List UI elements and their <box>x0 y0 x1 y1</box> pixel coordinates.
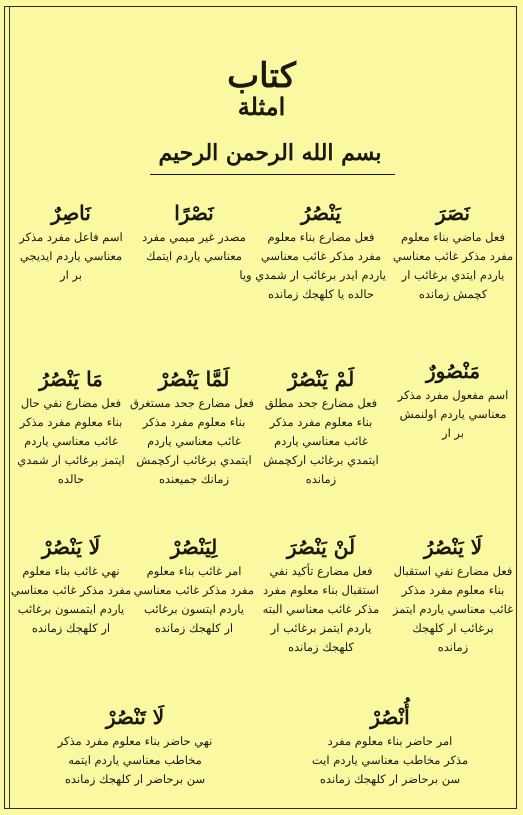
cell-heading: لَمَّا يَنْصُرْ <box>158 367 230 391</box>
cell-line: بناء معلوم مفرد مذكر <box>142 415 246 429</box>
cell-line: ايتمدي برغائب اركچمش <box>136 453 252 467</box>
cell-line: سن برحاضر ار كلهجك زمانده <box>64 772 206 786</box>
cell-line: اسم مفعول مفرد مذكر <box>397 388 509 402</box>
example-cell-8 <box>10 364 132 489</box>
cell-heading: نَصَرَ <box>436 201 470 225</box>
cell-line: ياردم ايتمز برغائب ار <box>270 621 372 635</box>
cell-line: فعل مضارع نفي استقبال <box>393 564 513 578</box>
cell-line: زمانده <box>305 472 337 486</box>
page-subtitle: امثلة <box>237 92 286 121</box>
example-cell-2 <box>239 198 386 304</box>
cell-line: مذكر مخاطب معناسي ياردم ايت <box>311 753 469 767</box>
cell-line: مفرد مذكر غائب معناسي <box>392 249 514 263</box>
cell-line: كلهجك زمانده <box>288 640 354 654</box>
basmala-heading: بسم الله الرحمن الرحيم <box>158 140 382 166</box>
page-title: كتاب <box>227 56 296 96</box>
example-cell-13 <box>262 702 518 789</box>
cell-line: ار كلهجك زمانده <box>154 621 234 635</box>
cell-line: ايتمز برغائب ار شمدي <box>17 453 125 467</box>
cell-heading: لَا يَنْصُرُ <box>423 535 483 559</box>
example-cell-9 <box>388 532 518 657</box>
cell-line: فعل ماضي بناء معلوم <box>401 230 505 244</box>
cell-line: معناسي ياردم ايتمك <box>146 249 242 263</box>
cell-heading: لِيَنْصُرْ <box>170 535 218 559</box>
cell-line: غائب معناسي ياردم <box>274 434 368 448</box>
cell-line: معناسي ياردم ايديجي <box>19 249 123 263</box>
cell-line: بناء معلوم مفرد مذكر <box>19 415 123 429</box>
cell-line: مذكر غائب معناسي البته <box>262 602 380 616</box>
example-cell-14 <box>10 702 260 789</box>
cell-line: نهي حاضر بناء معلوم مفرد مذكر <box>57 734 213 748</box>
cell-line: فعل مضارع تأكيد نفي <box>269 564 373 578</box>
example-cell-4 <box>10 198 132 285</box>
example-cell-6 <box>256 364 386 489</box>
cell-heading: يَنْصُرُ <box>301 201 341 225</box>
cell-line: استقبال بناء معلوم مفرد <box>262 583 380 597</box>
example-cell-10 <box>256 532 386 657</box>
cell-line: بر ار <box>442 426 464 440</box>
cell-line: مفرد مذكر غائب معناسي <box>133 583 254 597</box>
cell-line: نهي غائب بناء معلوم <box>22 564 120 578</box>
cell-line: ياردم ايتسون برغائب <box>144 602 244 616</box>
cell-line: غائب معناسي ياردم ايتمز <box>392 602 514 616</box>
cell-line: بناء معلوم مفرد مذكر <box>269 415 373 429</box>
cell-heading: نَاصِرٌ <box>51 201 91 225</box>
cell-line: كچمش زمانده <box>418 287 488 301</box>
example-cell-12 <box>10 532 132 638</box>
cell-line: برغائب ار كلهجك <box>412 621 494 635</box>
example-cell-11 <box>134 532 254 638</box>
cell-line: مخاطب معناسي ياردم ايتمه <box>68 753 202 767</box>
cell-line: مفرد مذكر غائب معناسي <box>10 583 132 597</box>
cell-line: بر ار <box>60 268 82 282</box>
cell-line: فعل مضارع نفي حال <box>20 396 122 410</box>
cell-line: ياردم ايتمسون برغائب <box>17 602 125 616</box>
cell-heading: لَا يَنْصُرْ <box>41 535 101 559</box>
cell-line: زمانده <box>437 640 469 654</box>
cell-line: امر حاضر بناء معلوم مفرد <box>327 734 453 748</box>
cell-line: غائب معناسي ياردم <box>147 434 241 448</box>
cell-heading: لَا تَنْصُرْ <box>105 705 165 729</box>
cell-heading: مَنْصُورٌ <box>425 359 481 383</box>
cell-heading: أُنْصُرْ <box>370 705 410 729</box>
cell-line: حالده <box>57 472 85 486</box>
cell-line: سن برحاضر ار كلهجك زمانده <box>319 772 461 786</box>
cell-line: ار كلهجك زمانده <box>31 621 111 635</box>
basmala-underline <box>150 174 395 175</box>
cell-line: فعل مضارع بناء معلوم <box>267 230 375 244</box>
cell-line: امر غائب بناء معلوم <box>146 564 242 578</box>
cell-line: فعل مضارع جحد مطلق <box>264 396 378 410</box>
cell-line: حالده يا كلهجك زمانده <box>267 287 375 301</box>
example-cell-3 <box>134 198 254 266</box>
cell-heading: مَا يَنْصُرُ <box>39 367 103 391</box>
cell-heading: لَمْ يَنْصُرْ <box>287 367 355 391</box>
cell-heading: لَنْ يَنْصُرَ <box>286 535 356 559</box>
cell-line: مصدر غير ميمي مفرد <box>142 230 246 244</box>
cell-line: بناء معلوم مفرد مذكر <box>401 583 505 597</box>
cell-line: ايتمدي برغائب اركچمش <box>263 453 379 467</box>
cell-heading: نَصْرًا <box>174 201 214 225</box>
cell-line: ياردم ايدر برغائب ار شمدي ويا <box>239 268 386 282</box>
example-cell-7 <box>129 364 254 489</box>
cell-line: زمانك جميعنده <box>158 472 230 486</box>
cell-line: مفرد مذكر غائب معناسي <box>260 249 382 263</box>
cell-line: ياردم ايتدي برغائب ار <box>401 268 505 282</box>
example-cell-5 <box>388 356 518 443</box>
cell-line: اسم فاعل مفرد مذكر <box>19 230 123 244</box>
cell-line: معناسي ياردم اولنمش <box>399 407 507 421</box>
cell-line: فعل مضارع جحد مستغرق <box>129 396 254 410</box>
cell-line: غائب معناسي ياردم <box>24 434 118 448</box>
example-cell-1 <box>388 198 518 304</box>
